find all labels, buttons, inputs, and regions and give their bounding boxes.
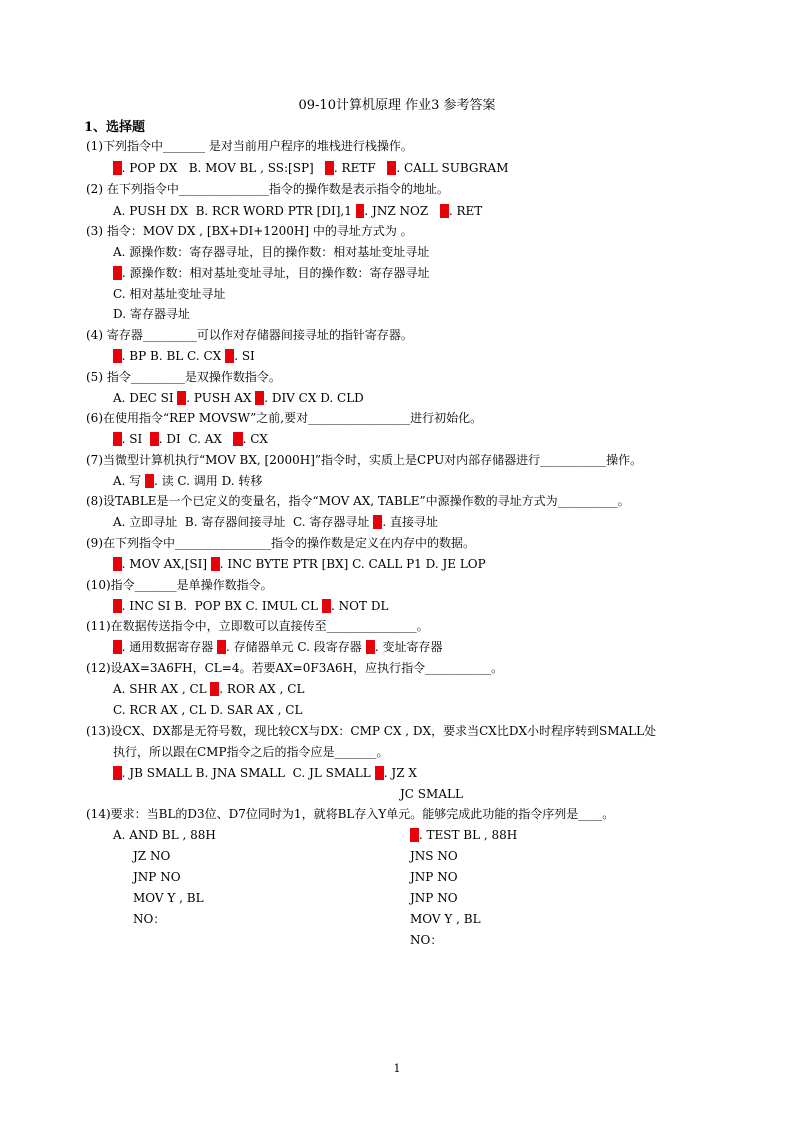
question-4-stem: (4) 寄存器_________可以作对存储器间接寻址的指针寄存器。 bbox=[86, 328, 413, 342]
page-title: 09-10计算机原理 作业3 参考答案 bbox=[298, 98, 496, 113]
question-6-stem: (6)在使用指令“REP MOVSW”之前,要对_________________进行初始化。 bbox=[86, 411, 483, 425]
answer-highlight: D bbox=[387, 161, 397, 175]
question-13-extra: JC SMALL bbox=[400, 787, 463, 801]
answer-highlight: B bbox=[210, 682, 220, 696]
question-7-options: A. 写 B. 读 C. 调用 D. 转移 bbox=[113, 474, 263, 488]
answer-highlight: C bbox=[325, 161, 334, 175]
answer-highlight: D bbox=[224, 349, 235, 363]
answer-highlight: B bbox=[149, 432, 159, 446]
question-14-stem: (14)要求：当BL的D3位、D7位同时为1，就将BL存入Y单元。能够完成此功能的指令序列是____。 bbox=[86, 807, 615, 821]
answer-highlight: D bbox=[373, 515, 383, 529]
question-12-options-2: C. RCR AX , CL D. SAR AX , CL bbox=[113, 703, 303, 717]
answer-highlight: B bbox=[210, 557, 220, 571]
question-6-options: A. SI B. DI C. AX D. CX bbox=[113, 432, 268, 446]
answer-highlight: A bbox=[113, 599, 122, 613]
answer-highlight: A bbox=[113, 432, 122, 446]
question-9-options: A. MOV AX,[SI] B. INC BYTE PTR [BX] C. CALL P1 D. JE LOP bbox=[113, 557, 486, 571]
question-3-option-d: D. 寄存器寻址 bbox=[113, 307, 190, 321]
answer-highlight: B bbox=[113, 266, 122, 280]
question-12-options: A. SHR AX , CL B. ROR AX , CL bbox=[113, 682, 305, 696]
question-3-option-a: A. 源操作数：寄存器寻址，目的操作数：相对基址变址寻址 bbox=[113, 245, 430, 259]
question-14-left-3: JNP NO bbox=[133, 870, 181, 884]
answer-highlight: D bbox=[374, 766, 384, 780]
answer-highlight: D bbox=[321, 599, 332, 613]
question-3-option-b: B. 源操作数：相对基址变址寻址，目的操作数：寄存器寻址 bbox=[113, 266, 430, 280]
page-number: 1 bbox=[393, 1062, 401, 1075]
question-14-right-1: B. TEST BL , 88H bbox=[410, 828, 518, 842]
answer-highlight: A bbox=[113, 640, 122, 654]
answer-highlight: C bbox=[255, 391, 265, 405]
question-13-stem-2: 执行，所以跟在CMP指令之后的指令应是_______。 bbox=[113, 745, 389, 759]
question-11-stem: (11)在数据传送指令中，立即数可以直接传至_______________。 bbox=[86, 619, 429, 633]
question-14-left-2: JZ NO bbox=[133, 849, 171, 863]
answer-highlight: D bbox=[439, 204, 449, 218]
answer-highlight: B bbox=[145, 474, 154, 488]
question-2-stem: (2) 在下列指令中_______________指令的操作数是表示指令的地址。 bbox=[86, 182, 449, 196]
question-14-left-5: NO： bbox=[133, 912, 166, 926]
question-14-right-6: NO： bbox=[410, 933, 443, 947]
answer-highlight: A bbox=[113, 349, 122, 363]
question-10-options: A. INC SI B. POP BX C. IMUL CL D. NOT DL bbox=[113, 599, 389, 613]
question-14-right-2: JNS NO bbox=[410, 849, 458, 863]
question-1-stem: (1)下列指令中_______ 是对当前用户程序的堆栈进行栈操作。 bbox=[86, 139, 413, 153]
question-9-stem: (9)在下列指令中________________指令的操作数是定义在内存中的数据。 bbox=[86, 536, 476, 550]
question-14-left-4: MOV Y , BL bbox=[133, 891, 204, 905]
question-11-options: A. 通用数据寄存器 B. 存储器单元 C. 段寄存器 D. 变址寄存器 bbox=[113, 640, 443, 654]
question-4-options: A. BP B. BL C. CX D. SI bbox=[113, 349, 255, 363]
question-3-option-c: C. 相对基址变址寻址 bbox=[113, 287, 226, 301]
question-5-options: A. DEC SI B. PUSH AX C. DIV CX D. CLD bbox=[113, 391, 364, 405]
question-8-stem: (8)设TABLE是一个已定义的变量名，指令“MOV AX, TABLE”中源操作数的寻址方式为__________。 bbox=[86, 494, 630, 508]
question-3-stem: (3) 指令：MOV DX , [BX+DI+1200H] 中的寻址方式为 。 bbox=[86, 224, 413, 238]
question-8-options: A. 立即寻址 B. 寄存器间接寻址 C. 寄存器寻址 D. 直接寻址 bbox=[113, 515, 439, 529]
question-5-stem: (5) 指令_________是双操作数指令。 bbox=[86, 370, 281, 384]
answer-highlight: C bbox=[355, 204, 365, 218]
answer-highlight: B bbox=[177, 391, 187, 405]
question-7-stem: (7)当微型计算机执行“MOV BX, [2000H]”指令时，实质上是CPU对内部存储器进行___________操作。 bbox=[86, 453, 643, 467]
question-14-right-3: JNP NO bbox=[410, 870, 458, 884]
answer-highlight: B bbox=[410, 828, 419, 842]
question-12-stem: (12)设AX=3A6FH，CL=4。若要AX=0F3A6H，应执行指令___________。 bbox=[86, 661, 504, 675]
section-heading: 1、选择题 bbox=[84, 120, 146, 135]
answer-highlight: A bbox=[113, 766, 122, 780]
question-13-options: A. JB SMALL B. JNA SMALL C. JL SMALL D. JZ X bbox=[113, 766, 417, 780]
question-13-stem: (13)设CX、DX都是无符号数，现比较CX与DX：CMP CX , DX，要求当CX比DX小时程序转到SMALL处 bbox=[86, 724, 657, 738]
question-1-options: A. POP DX B. MOV BL , SS:[SP] C. RETF D. CALL SUBGRAM bbox=[113, 161, 509, 175]
question-2-options: A. PUSH DX B. RCR WORD PTR [DI],1 C. JNZ NOZ D. RET bbox=[113, 204, 483, 218]
answer-highlight: D bbox=[365, 640, 375, 654]
answer-highlight: B bbox=[217, 640, 226, 654]
question-14-right-4: JNP NO bbox=[410, 891, 458, 905]
question-14-right-5: MOV Y , BL bbox=[410, 912, 481, 926]
question-14-left-1: A. AND BL , 88H bbox=[113, 828, 216, 842]
answer-highlight: A bbox=[113, 557, 122, 571]
answer-highlight: A bbox=[113, 161, 122, 175]
answer-highlight: D bbox=[233, 432, 243, 446]
question-10-stem: (10)指令_______是单操作数指令。 bbox=[86, 578, 273, 592]
